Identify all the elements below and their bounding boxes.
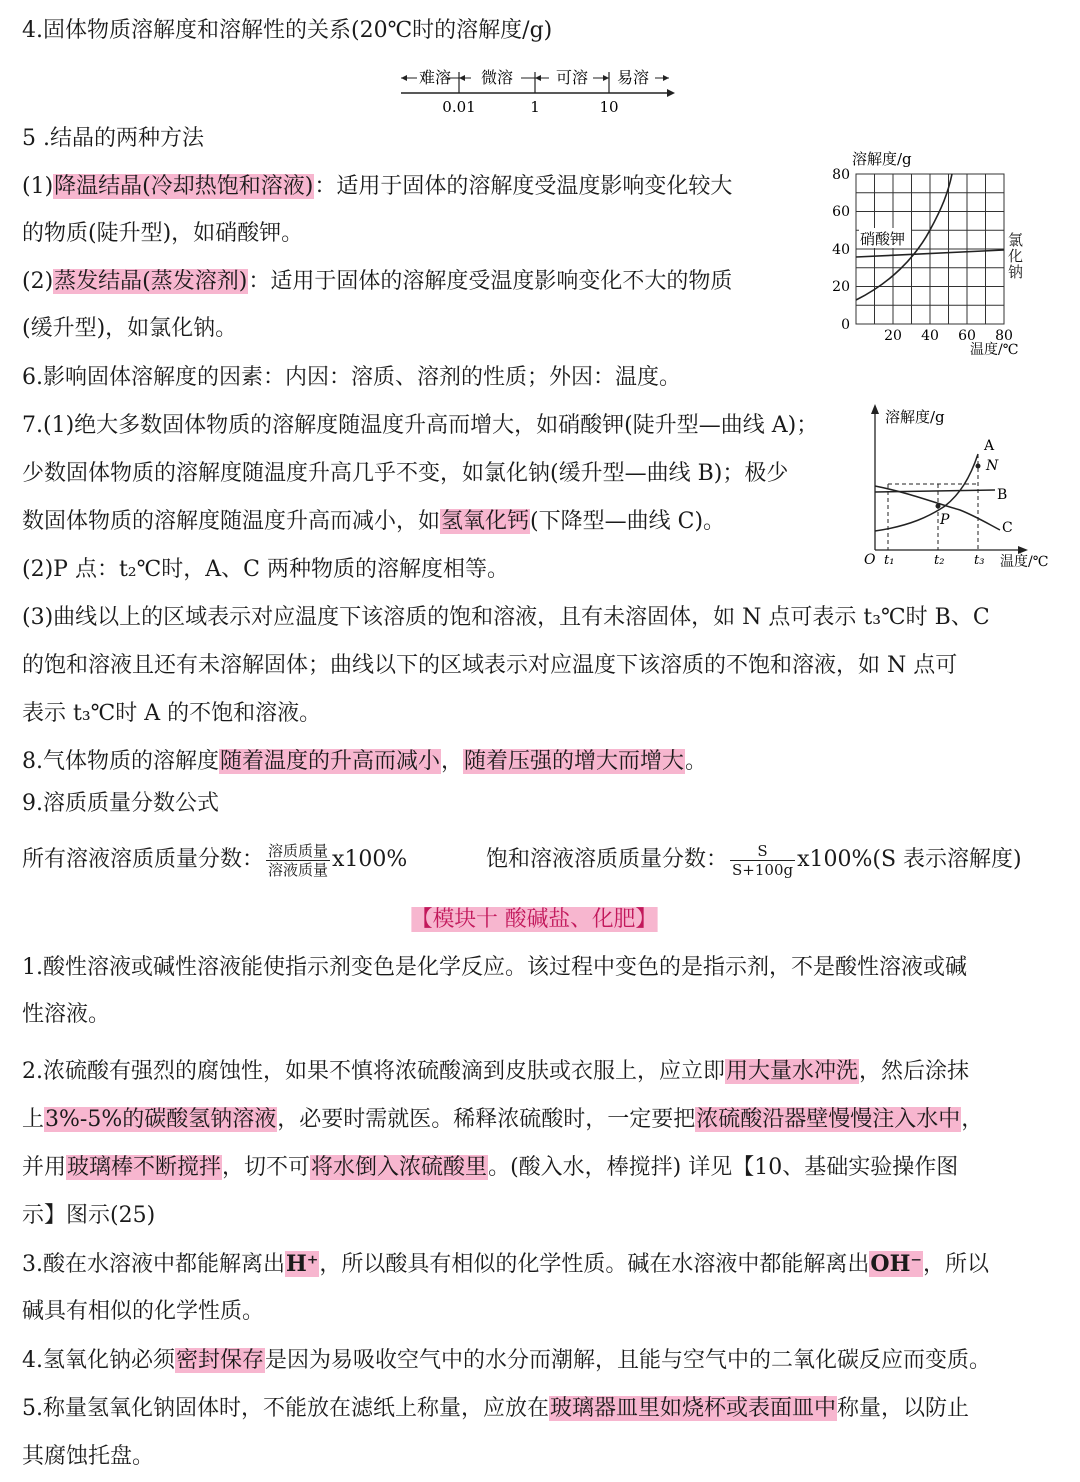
section-5-p2: (2)蒸发结晶(蒸发溶剂)：适用于固体的溶解度受温度影响变化不大的物质 — [22, 269, 733, 294]
highlight-bicarbonate: 3%-5%的碳酸氢钠溶液 — [45, 1107, 277, 1132]
m1-l1: 1.酸性溶液或碱性溶液能使指示剂变色是化学反应。该过程中变色的是指示剂，不是酸性溶液或碱 — [22, 955, 967, 980]
chart2-t3: t₃ — [974, 553, 985, 568]
highlight-no-water-into-acid: 将水倒入浓硫酸里 — [311, 1155, 488, 1180]
m5-l2: 其腐蚀托盘。 — [22, 1444, 155, 1469]
chart1-ytick-40: 40 — [832, 242, 850, 258]
section-9-formula-1: 所有溶液溶质质量分数： $\frac{\text{溶质质量}}{\text{溶液质量}}$ x100% — [22, 841, 408, 879]
section-7-l3: 数固体物质的溶解度随温度升高而减小，如氢氧化钙(下降型—曲线 C)。 — [22, 509, 726, 534]
m2-l3: 并用玻璃棒不断搅拌，切不可将水倒入浓硫酸里。(酸入水，棒搅拌) 详见【10、基础实验操作图 — [22, 1155, 959, 1180]
chart2-t2: t₂ — [934, 553, 945, 568]
chart1-nacl-label: 氯化钠 — [1008, 231, 1024, 281]
zone-weirong: 微溶 — [480, 68, 514, 87]
section-4-title: 4.固体物质溶解度和溶解性的关系(20℃时的溶解度/g) — [22, 18, 553, 43]
highlight-evaporation-crystallization: 蒸发结晶(蒸发溶剂) — [54, 269, 248, 294]
chart1-ytick-80: 80 — [832, 167, 850, 183]
tick-10: 10 — [599, 98, 619, 116]
tick-0.01: 0.01 — [442, 98, 476, 116]
section-9-title: 9.溶质质量分数公式 — [22, 791, 219, 816]
chart2-P: P — [940, 512, 950, 528]
highlight-calcium-hydroxide: 氢氧化钙 — [441, 509, 530, 534]
chart2-t1: t₁ — [884, 553, 895, 568]
highlight-rinse-water: 用大量水冲洗 — [726, 1059, 859, 1084]
m1-l2: 性溶液。 — [22, 1002, 111, 1027]
chart1-ylabel: 溶解度/g — [852, 150, 912, 168]
section-7-p3a: (3)曲线以上的区域表示对应温度下该溶质的饱和溶液，且有未溶固体，如 N 点可表示 t₃℃时 B、C — [22, 605, 990, 630]
m3-l1: 3.酸在水溶液中都能解离出H⁺，所以酸具有相似的化学性质。碱在水溶液中都能解离出OH⁻，所以 — [22, 1251, 989, 1277]
highlight-h-ion: H⁺ — [286, 1251, 319, 1277]
chart1-ytick-20: 20 — [832, 279, 850, 295]
zone-kerong: 可溶 — [555, 68, 589, 87]
module-title: 【模块十 酸碱盐、化肥】 — [410, 907, 658, 932]
chart2-xlabel: 温度/℃ — [1000, 554, 1049, 570]
chart2-ylabel: 溶解度/g — [885, 408, 945, 426]
solubility-curve-chart — [820, 148, 1060, 360]
highlight-pressure: 随着压强的增大而增大 — [464, 749, 685, 774]
m2-l4: 示】图示(25) — [22, 1203, 156, 1228]
section-7-p3c: 表示 t₃℃时 A 的不饱和溶液。 — [22, 701, 322, 726]
section-5-p1-cont: 的物质(陡升型)，如硝酸钾。 — [22, 221, 304, 246]
highlight-glassware: 玻璃器皿里如烧杯或表面皿中 — [550, 1396, 837, 1421]
highlight-sealed-storage: 密封保存 — [176, 1348, 265, 1373]
tick-1: 1 — [530, 98, 540, 116]
chart1-ytick-0: 0 — [841, 317, 850, 333]
zone-yirong: 易溶 — [616, 68, 650, 87]
highlight-oh-ion: OH⁻ — [870, 1251, 922, 1277]
section-7-p3b: 的饱和溶液且还有未溶解固体；曲线以下的区域表示对应温度下该溶质的不饱和溶液，如 N 点可 — [22, 653, 958, 678]
highlight-pour-acid: 浓硫酸沿器壁慢慢注入水中 — [696, 1107, 961, 1132]
m4: 4.氢氧化钠必须密封保存是因为易吸收空气中的水分而潮解，且能与空气中的二氧化碳反应而变质。 — [22, 1348, 992, 1373]
m2-l2: 上3%-5%的碳酸氢钠溶液，必要时需就医。稀释浓硫酸时，一定要把浓硫酸沿器壁慢慢注入水中， — [22, 1107, 984, 1132]
chart1-ytick-60: 60 — [832, 204, 850, 220]
section-7-p2: (2)P 点：t₂℃时，A、C 两种物质的溶解度相等。 — [22, 557, 509, 582]
chart1-xtick-80: 80 — [995, 328, 1013, 344]
chart2-origin: O — [864, 552, 876, 568]
curve-types-chart — [860, 398, 1065, 580]
chart1-xlabel: 温度/℃ — [970, 342, 1019, 358]
section-5-p2-cont: (缓升型)，如氯化钠。 — [22, 316, 238, 341]
highlight-temperature: 随着温度的升高而减小 — [220, 749, 441, 774]
section-8: 8.气体物质的溶解度随着温度的升高而减小，随着压强的增大而增大。 — [22, 749, 708, 774]
m3-l2: 碱具有相似的化学性质。 — [22, 1299, 265, 1324]
chart1-kno3-label: 硝酸钾 — [860, 230, 906, 248]
chart2-A: A — [984, 438, 995, 454]
curve-A — [875, 454, 978, 531]
chart1-xtick-60: 60 — [958, 328, 976, 344]
m5-l1: 5.称量氢氧化钠固体时，不能放在滤纸上称量，应放在玻璃器皿里如烧杯或表面皿中称量，以防止 — [22, 1396, 970, 1421]
section-7-l2: 少数固体物质的溶解度随温度升高几乎不变，如氯化钠(缓升型—曲线 B)；极少 — [22, 461, 789, 486]
section-7-l1: 7.(1)绝大多数固体物质的溶解度随温度升高而增大，如硝酸钾(陡升型—曲线 A)； — [22, 413, 819, 438]
highlight-stir-rod: 玻璃棒不断搅拌 — [67, 1155, 222, 1180]
section-9-formula-2: 饱和溶液溶质质量分数： $\frac{S}{S+100g}$ x100%(S 表示溶解度) — [486, 841, 1022, 879]
chart1-xtick-40: 40 — [921, 328, 939, 344]
section-5-p1: (1)降温结晶(冷却热饱和溶液)：适用于固体的溶解度受温度影响变化较大 — [22, 174, 733, 199]
chart2-N: N — [986, 458, 999, 474]
m2-l1: 2.浓硫酸有强烈的腐蚀性，如果不慎将浓硫酸滴到皮肤或衣服上，应立即用大量水冲洗，然后涂抹 — [22, 1059, 970, 1084]
chart1-xtick-20: 20 — [884, 328, 902, 344]
section-6: 6.影响固体溶解度的因素：内因：溶质、溶剂的性质；外因：温度。 — [22, 365, 681, 390]
zone-nanrong: 难溶 — [418, 68, 452, 87]
chart2-C: C — [1002, 520, 1013, 536]
point-P — [936, 504, 941, 509]
section-5-title: 5 .结晶的两种方法 — [22, 126, 204, 151]
solubility-scale-axis — [395, 62, 680, 122]
point-N — [976, 464, 981, 469]
highlight-cooling-crystallization: 降温结晶(冷却热饱和溶液) — [54, 174, 314, 199]
chart2-B: B — [997, 487, 1008, 503]
